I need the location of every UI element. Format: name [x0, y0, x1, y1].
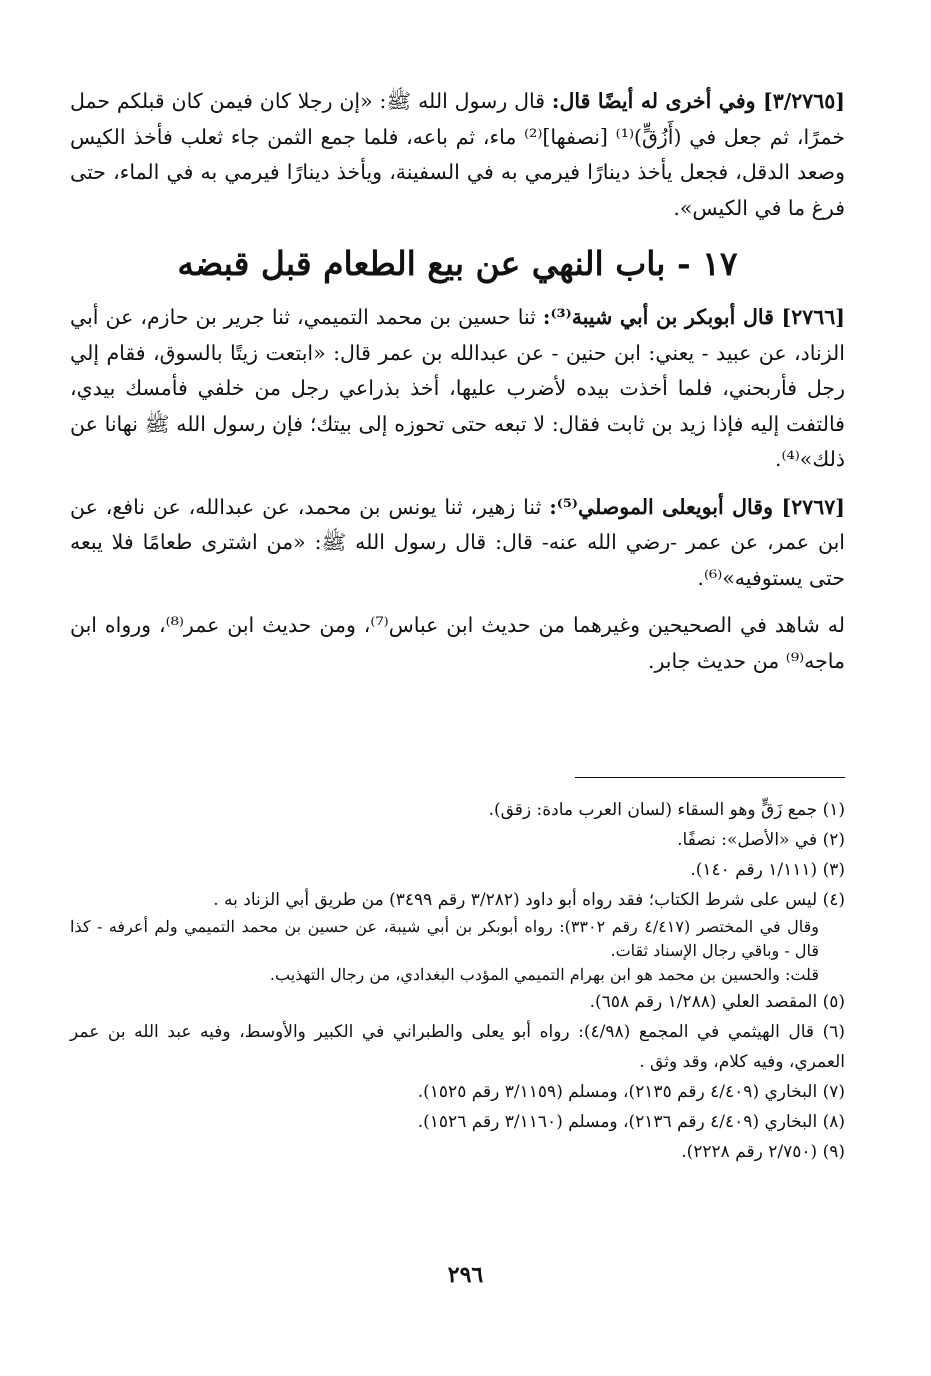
main-text [70, 84, 845, 691]
page-number: ٢٩٦ [447, 1262, 484, 1288]
footnote-2: (٢) في «الأصل»: نصفًا. [677, 830, 845, 850]
footnote-4-continuation: وقال في المختصر (٤/٤١٧ رقم ٣٣٠٢): رواه أبوبكر بن أبي شيبة، عن حسين بن محمد التميمي ولم أعرفه - كذا قال - وباقي رجال الإسناد ثقات. [70, 917, 819, 960]
hadith-text: ثنا زهير، ثنا يونس بن محمد، عن عبدالله، عن نافع، عن ابن عمر، عن عمر -رضي الله عنه- قال: قال رسول الله ﷺ: «من اشترى طعامًا فلا يبعه حتى يستوفيه»⁽⁶⁾. [70, 494, 845, 590]
commentary-paragraph: له شاهد في الصحيحين وغيرهما من حديث ابن عباس⁽⁷⁾، ومن حديث ابن عمر⁽⁸⁾، ورواه ابن ماجه⁽⁹⁾ من حديث جابر. [70, 613, 845, 673]
hadith-text: قال رسول الله ﷺ: «إن رجلا كان فيمن كان قبلكم حمل خمرًا، ثم جعل في (أَزُقٍّ)⁽¹⁾ [نصفها]⁽²⁾ ماء، ثم باعه، فلما جمع الثمن جاء ثعلب فأخذ الكيس وصعد الدقل، فجعل يأخذ دينارًا فيرمي به في السفينة، ويأخذ دينارًا فيرمي به في الماء، حتى فرغ ما في الكيس». [70, 89, 846, 220]
footnote-3: (٣) (١/١١١ رقم ١٤٠). [690, 860, 845, 880]
footnote-7: (٧) البخاري (٤/٤٠٩ رقم ٢١٣٥)، ومسلم (٣/١١٥٩ رقم ١٥٢٥). [417, 1082, 845, 1102]
hadith-reference: [٣/٢٧٦٥] وفي أخرى له أيضًا قال: [551, 89, 845, 113]
footnote-4: (٤) ليس على شرط الكتاب؛ فقد رواه أبو داود (٣/٢٨٢ رقم ٣٤٩٩) من طريق أبي الزناد به . [213, 890, 845, 910]
hadith-reference: [٢٧٦٦] قال أبوبكر بن أبي شيبة⁽³⁾: [542, 305, 845, 329]
chapter-heading: ١٧ - باب النهي عن بيع الطعام قبل قبضه [177, 244, 738, 283]
footnote-divider [575, 777, 845, 778]
footnote-5: (٥) المقصد العلي (١/٢٨٨ رقم ٦٥٨). [589, 992, 845, 1012]
hadith-2765 [70, 84, 845, 226]
footnote-4-continuation: قلت: والحسين بن محمد هو ابن بهرام التميمي المؤدب البغدادي، من رجال التهذيب. [269, 965, 819, 984]
hadith-text: ثنا حسين بن محمد التميمي، ثنا جرير بن حازم، عن أبي الزناد، عن عبيد - يعني: ابن حنين - عن عبدالله بن عمر قال: «ابتعت زيتًا بالسوق، فقام إلي رجل فأربحني، فلما أخذت بيده لأضرب عليها، أخذ بذراعي رجل من خلفي فأمسك بيدي، فالتفت إليه فإذا زيد بن ثابت فقال: لا تبعه حتى تحوزه إلى بيتك؛ فإن رسول الله ﷺ نهانا عن ذلك»⁽⁴⁾. [70, 305, 845, 471]
footnote-1: (١) جمع زَقٍّ وهو السقاء (لسان العرب مادة: زقق). [488, 800, 845, 820]
hadith-2766 [70, 300, 845, 478]
footnote-8: (٨) البخاري (٤/٤٠٩ رقم ٢١٣٦)، ومسلم (٣/١١٦٠ رقم ١٥٢٦). [417, 1112, 845, 1132]
hadith-2767 [70, 490, 845, 597]
footnote-9: (٩) (٢/٧٥٠ رقم ٢٢٢٨). [681, 1142, 845, 1162]
footnote-6: (٦) قال الهيثمي في المجمع (٤/٩٨): رواه أبو يعلى والطبراني في الكبير والأوسط، وفيه عبد الله بن عمر العمري، وفيه كلام، وقد وثق . [70, 1022, 845, 1072]
hadith-reference: [٢٧٦٧] وقال أبويعلى الموصلي⁽⁵⁾: [549, 494, 845, 519]
footnotes [70, 795, 845, 1167]
